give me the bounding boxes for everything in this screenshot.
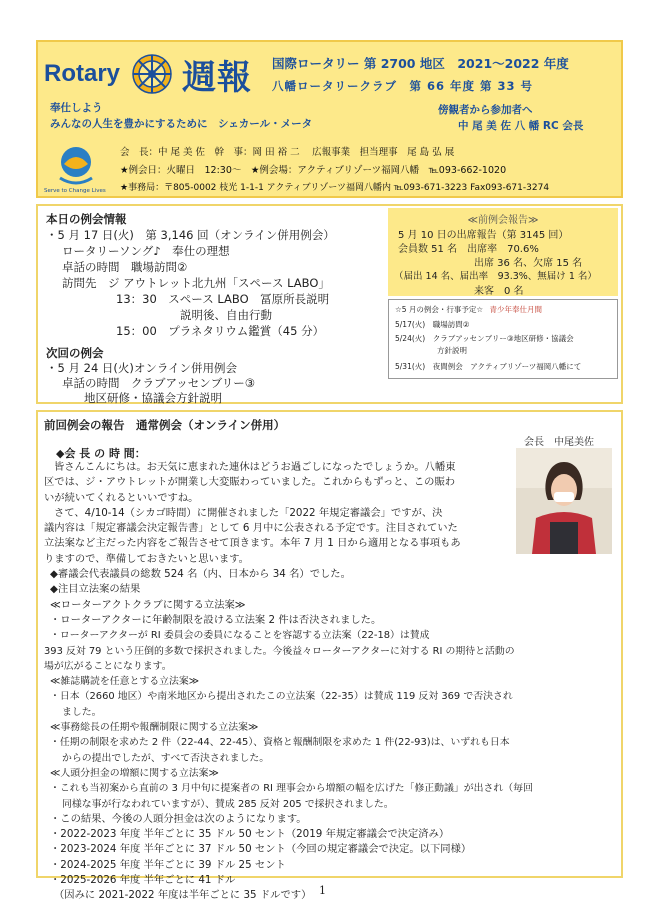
article-line: 皆さんこんにちは。お天気に恵まれた連休はどうお過ごしになったでしょうか。八幡東: [54, 461, 456, 473]
report-line: 5 月 10 日の出席報告（第 3145 回）: [398, 230, 569, 241]
theme-line-2: 中 尾 美 佐 八 幡 RC 会長: [458, 120, 584, 132]
article-line: ◆審議会代表議員の総数 524 名（内、日本から 34 名）でした。: [50, 568, 351, 581]
article-line: ≪ローターアクトクラブに関する立法案≫: [50, 598, 246, 611]
meeting-line: ★例会日：火曜日 12:30～ ★例会場：アクティブリゾーツ福岡八幡 ℡093-662-1020: [120, 165, 507, 176]
article-line: ・ローターアクターに年齢制限を設ける立法案 2 件は否決されました。: [50, 613, 382, 626]
rotary-wheel-icon: [130, 52, 174, 96]
article-line: ・2023-2024 年度 半年ごとに 37 ドル 50 セント（今回の規定審議会で決定。以下同様）: [50, 843, 472, 856]
schedule-item: 5/17(火) 職場訪問②: [395, 320, 470, 329]
article-line: ました。: [62, 706, 102, 718]
schedule-item: 5/24(火) クラブアッセンブリー③地区研修・協議会: [395, 334, 574, 343]
next-line: ・5 月 24 日(火)オンライン併用例会: [46, 361, 238, 375]
report-line: （届出 14 名、届出率 93.3%、無届け 1 名）: [394, 271, 597, 282]
today-line: 説明後、自由行動: [180, 308, 272, 322]
article-line: ・2025-2026 年度 半年ごとに 41 ドル: [50, 874, 236, 887]
article-line: さて、4/10-14（シカゴ時間）に開催されました「2022 年規定審議会」ですが、決: [54, 506, 443, 519]
attendance-report-box: [388, 208, 618, 296]
article-line: ≪事務総長の任期や報酬制限に関する立法案≫: [50, 722, 259, 734]
header-banner: [36, 40, 623, 198]
article-heading: 前回例会の報告 通常例会（オンライン併用）: [44, 418, 286, 432]
report-heading: ≪前例会報告≫: [467, 215, 539, 226]
today-line: 卓話の時間 職場訪問②: [62, 260, 188, 274]
article-line: 場が広がることになります。: [44, 660, 172, 672]
article-line: ・この結果、今後の人頭分担金は次のようになります。: [50, 812, 307, 825]
newsletter-title: 週報: [182, 58, 252, 98]
next-heading: 次回の例会: [46, 346, 104, 360]
president-time-heading: ◆会 長 の 時 間：: [56, 447, 146, 460]
article-line: ・ローターアクターが RI 委員会の委員になることを容認する立法案（22-18）は賛成: [50, 630, 430, 642]
article-line: ≪人頭分担金の増額に関する立法案≫: [50, 767, 219, 779]
today-heading: 本日の例会情報: [46, 212, 127, 226]
article-line: 区では、ジ・アウトレットが開業し大変賑わっていました。これからもずっと、この賑わ: [44, 476, 456, 489]
article-line: ・これも当初案から直前の 3 月中旬に提案者の RI 理事会から増額の幅を広げた「修正動議」が出され（毎回: [50, 783, 533, 795]
schedule-item: 5/31(火) 夜間例会 アクティブリゾーツ福岡八幡にて: [395, 362, 582, 371]
article-line: ・2022-2023 年度 半年ごとに 35 ドル 50 セント（2019 年規定審議会で決定済み）: [50, 828, 450, 841]
today-line: 15：00 プラネタリウム鑑賞（45 分）: [116, 324, 325, 338]
schedule-tag: 青少年奉仕月間: [489, 305, 542, 314]
club-line: 八幡ロータリークラブ 第 66 年度 第 33 号: [272, 79, 534, 93]
today-line: ロータリーソング♪ 奉仕の理想: [62, 244, 230, 258]
theme-line-1: 傍観者から参加者へ: [438, 104, 533, 116]
report-line: 来客 0 名: [474, 286, 524, 297]
article-line: ・任期の制限を求めた 2 件（22-44、22-45）、資格と報酬制限を求めた 1 件(22-93)は、いずれも日本: [50, 737, 510, 749]
article-line: りますので、準備しておきたいと思います。: [44, 552, 249, 565]
rotary-logo-text: Rotary: [44, 60, 121, 87]
article-line: ・日本（2660 地区）や南米地区から提出されたこの立法案（22-35）は賛成 119 反対 369 で否決され: [50, 691, 513, 703]
photo-caption: 会長 中尾美佐: [524, 437, 594, 448]
emblem-caption: Serve to Change Lives: [44, 188, 106, 194]
next-line: 卓話の時間 クラブアッセンブリー③: [62, 376, 256, 390]
article-line: 同様な事が行なわれていますが）、賛成 285 反対 205 で採択されました。: [62, 798, 394, 810]
schedule-box: [388, 299, 618, 379]
article-line: 393 反対 79 という圧倒的多数で採択されました。今後益々ローターアクターに対する RI の期待と活動の: [44, 645, 515, 657]
next-line: 地区研修・協議会方針説明: [84, 391, 222, 405]
officers-line: 会 長：中 尾 美 佐 幹 事：岡 田 裕 二 広報事業 担当理事 尾 島 弘 展: [120, 147, 455, 158]
article-line: ・2024-2025 年度 半年ごとに 39 ドル 25 セント: [50, 858, 286, 871]
today-line: 訪問先 ジ アウトレット北九州「スペース LABO」: [62, 276, 330, 290]
article-line: いが続いてくれるといいですね。: [44, 491, 199, 504]
page-number: 1: [319, 884, 326, 897]
slogan-line-2: みんなの人生を豊かにするために シェカール・メータ: [50, 118, 313, 130]
schedule-item: 方針説明: [437, 346, 467, 355]
article-line: からの提出でしたが、すべて否決されました。: [62, 752, 270, 764]
report-line: 会員数 51 名 出席率 70.6%: [398, 244, 539, 255]
serve-emblem-icon: [50, 142, 102, 194]
office-line: ★事務局：〒805-0002 枝光 1-1-1 アクティブリゾーツ福岡八幡内 ℡093-671-3223 Fax093-671-3274: [120, 183, 550, 193]
article-line: ≪雑誌購読を任意とする立法案≫: [50, 676, 200, 688]
article-line: ◆注目立法案の結果: [50, 583, 141, 596]
slogan-line-1: 奉仕しよう: [50, 102, 103, 114]
schedule-heading: ☆5 月の例会・行事予定☆: [395, 305, 484, 314]
article-body: [44, 460, 614, 904]
article-line: （因みに 2021-2022 年度は半年ごとに 35 ドルです）: [54, 889, 312, 902]
today-line: 13：30 スペース LABO 冨原所長説明: [116, 292, 330, 306]
report-line: 出席 36 名、欠席 15 名: [474, 258, 583, 269]
article-line: 議内容は「規定審議会決定報告書」として 6 月中に公表される予定です。注目されていた: [44, 522, 458, 535]
today-line: ・5 月 17 日(火) 第 3,146 回（オンライン併用例会）: [46, 228, 335, 242]
article-line: 立法案など主だった内容をご報告させて頂きます。本年 7 月 1 日から適用となる事項もあ: [44, 537, 461, 550]
district-line: 国際ロータリー 第 2700 地区 2021～2022 年度: [272, 56, 569, 71]
